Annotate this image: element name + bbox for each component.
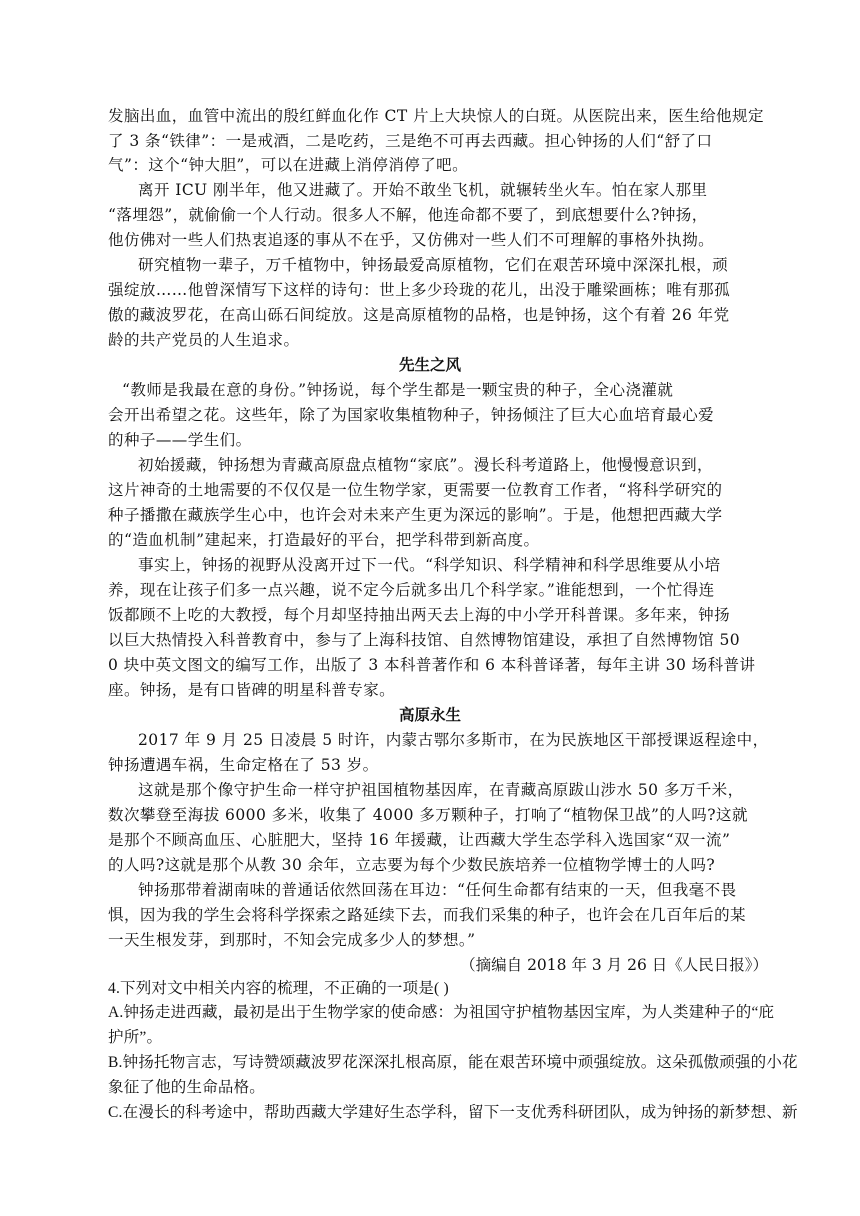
article-line: 以巨大热情投入科普教育中，参与了上海科技馆、自然博物馆建设，承担了自然博物馆 50 bbox=[108, 631, 741, 649]
question-stem: 4.下列对文中相关内容的梳理，不正确的一项是( ) bbox=[108, 980, 449, 997]
article-line: 强绽放……他曾深情写下这样的诗句：世上多少玲珑的花儿，出没于雕梁画栋；唯有那孤 bbox=[108, 281, 731, 299]
article-line: 座。钟扬，是有口皆碑的明星科普专家。 bbox=[108, 681, 396, 699]
option-line: B.钟扬托物言志，写诗赞颂藏波罗花深深扎根高原，能在艰苦环境中顽强绽放。这朵孤傲顽强的小花 bbox=[108, 1054, 798, 1071]
article-line: 钟扬遭遇车祸，生命定格在了 53 岁。 bbox=[108, 756, 379, 774]
article-line: 是那个不顾高血压、心脏肥大，坚持 16 年援藏，让西藏大学生态学科入选国家“双一流” bbox=[108, 831, 731, 849]
article-line: 钟扬那带着湖南味的普通话依然回荡在耳边：“任何生命都有结束的一天，但我毫不畏 bbox=[138, 881, 737, 899]
article-line: 2017 年 9 月 25 日凌晨 5 时许，内蒙古鄂尔多斯市，在为民族地区干部授课返程途中， bbox=[138, 731, 769, 749]
article-line: 发脑出血，血管中流出的殷红鲜血化作 CT 片上大块惊人的白斑。从医院出来，医生给他规定 bbox=[108, 107, 764, 125]
article-line: 这片神奇的土地需要的不仅仅是一位生物学家，更需要一位教育工作者，“将科学研究的 bbox=[108, 481, 723, 499]
article-line: 养，现在让孩子们多一点兴趣，说不定今后就多出几个科学家。”谁能想到，一个忙得连 bbox=[108, 581, 715, 599]
article-line: 惧，因为我的学生会将科学探索之路延续下去，而我们采集的种子，也许会在几百年后的某 bbox=[108, 906, 747, 924]
article-line: 0 块中英文图文的编写工作，出版了 3 本科普著作和 6 本科普译著，每年主讲 30 场科普讲 bbox=[108, 656, 756, 674]
article-line: “教师是我最在意的身份。”钟扬说，每个学生都是一颗宝贵的种子，全心浇灌就 bbox=[122, 381, 674, 399]
source-citation: （摘编自 2018 年 3 月 26 日《人民日报》） bbox=[460, 956, 768, 974]
article-line: 的种子——学生们。 bbox=[108, 431, 252, 449]
article-line: “落埋怨”，就偷偷一个人行动。很多人不解，他连命都不要了，到底想要什么?钟扬， bbox=[108, 206, 708, 224]
article-line: 的人吗?这就是那个从教 30 余年，立志要为每个少数民族培养一位植物学博士的人吗? bbox=[108, 856, 716, 874]
article-line: 初始援藏，钟扬想为青藏高原盘点植物“家底”。漫长科考道路上，他慢慢意识到， bbox=[138, 456, 714, 474]
option-line: 象征了他的生命品格。 bbox=[108, 1079, 266, 1096]
article-line: 了 3 条“铁律”：一是戒酒，二是吃药，三是绝不可再去西藏。担心钟扬的人们“舒了口 bbox=[108, 132, 713, 150]
article-line: 数次攀登至海拔 6000 多米，收集了 4000 多万颗种子，打响了“植物保卫战”的人吗?这就 bbox=[108, 806, 748, 824]
article-line: 的“造血机制”建起来，打造最好的平台，把学科带到新高度。 bbox=[108, 531, 540, 549]
article-line: 龄的共产党员的人生追求。 bbox=[108, 331, 300, 349]
article-line: 饭都顾不上吃的大教授，每个月却坚持抽出两天去上海的中小学开科普课。多年来，钟扬 bbox=[108, 606, 731, 624]
article-line: 离开 ICU 刚半年，他又进藏了。开始不敢坐飞机，就辗转坐火车。怕在家人那里 bbox=[138, 181, 708, 199]
article-line: 事实上，钟扬的视野从没离开过下一代。“科学知识、科学精神和科学思维要从小培 bbox=[138, 556, 721, 574]
section-heading: 高原永生 bbox=[398, 706, 461, 724]
option-line: C.在漫长的科考途中，帮助西藏大学建好生态学科，留下一支优秀科研团队，成为钟扬的新梦想、新 bbox=[108, 1104, 798, 1121]
section-heading: 先生之风 bbox=[398, 356, 461, 374]
article-line: 这就是那个像守护生命一样守护祖国植物基因库，在青藏高原跋山涉水 50 多万千米， bbox=[138, 781, 744, 799]
article-line: 一天生根发芽，到那时，不知会完成多少人的梦想。” bbox=[108, 931, 476, 949]
article-line: 种子播撒在藏族学生心中，也许会对未来产生更为深远的影响”。于是，他想把西藏大学 bbox=[108, 506, 723, 524]
article-line: 会开出希望之花。这些年，除了为国家收集植物种子，钟扬倾注了巨大心血培育最心爱 bbox=[108, 406, 715, 424]
option-line: A.钟扬走进西藏，最初是出于生物学家的使命感：为祖国守护植物基因宝库，为人类建种子的“庇 bbox=[108, 1004, 775, 1021]
article-line: 气”：这个“钟大胆”，可以在进藏上消停消停了吧。 bbox=[108, 156, 469, 174]
article-line: 傲的藏波罗花，在高山砾石间绽放。这是高原植物的品格，也是钟扬，这个有着 26 年党 bbox=[108, 306, 730, 324]
article-line: 他仿佛对一些人们热衷追逐的事从不在乎，又仿佛对一些人们不可理解的事格外执拗。 bbox=[108, 231, 715, 249]
article-line: 研究植物一辈子，万千植物中，钟扬最爱高原植物，它们在艰苦环境中深深扎根，顽 bbox=[138, 256, 729, 274]
option-line: 护所”。 bbox=[108, 1029, 163, 1046]
